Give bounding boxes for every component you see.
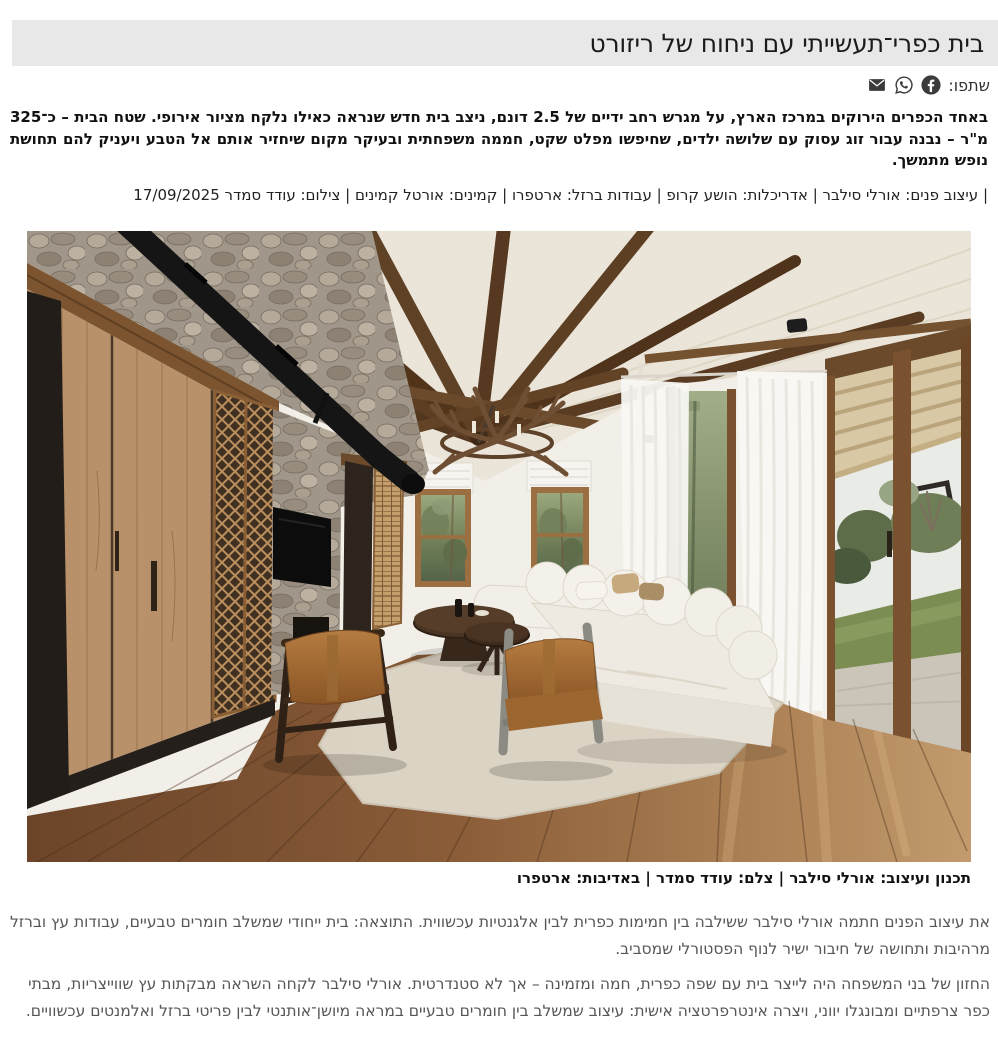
share-label: שתפו: <box>948 75 990 95</box>
credits-line: | עיצוב פנים: אורלי סילבר | אדריכלות: הושע קרופ | עבודות ברזל: ארטפרו | קמינים: אורטל קמינים | צילום: עודד סמדר 17/09/2025 <box>133 185 988 204</box>
article-page <box>0 20 998 1039</box>
cabinet-handle <box>151 561 157 611</box>
intro-paragraph: באחד הכפרים הירוקים במרכז הארץ, על מגרש רחב ידיים של 2.5 דונם, ניצב בית חדש שנראה כאילו נלקח מציור אירופי. שטח הבית – כ־325 מ"ר – נבנה עבור זוג עסוק עם שלושה ילדים, שחיפשו מפלט שקט, חממה משפחתית ובעיקר מקום שיחזיר אותם אל הטבע ויעניק להם תחושת נופש מתמשך. <box>10 108 988 169</box>
cabinet-handle <box>115 531 119 571</box>
facebook-share-button[interactable] <box>921 75 941 95</box>
facebook-icon <box>921 75 941 95</box>
email-icon <box>867 75 887 95</box>
door-handle <box>887 531 892 557</box>
share-row <box>0 73 998 97</box>
throw-pillow <box>638 582 664 601</box>
photo-caption: תכנון ועיצוב: אורלי סילבר | צלם: עודד סמדר | באדיבות: ארטפרו <box>516 868 971 887</box>
whatsapp-share-button[interactable] <box>894 75 914 95</box>
page-title: בית כפרי־תעשייתי עם ניחוח של ריזורט <box>589 28 984 58</box>
title-bar <box>12 20 998 66</box>
email-share-button[interactable] <box>867 75 887 95</box>
living-room-illustration <box>27 231 971 862</box>
whatsapp-icon <box>894 75 914 95</box>
wine-rack-cabinet <box>373 469 403 629</box>
throw-pillow <box>611 572 640 594</box>
dark-cabinet <box>343 461 373 639</box>
article-photo <box>27 231 971 862</box>
body-paragraph-2: החזון של בני המשפחה היה לייצר בית עם שפה כפרית, חמה ומזמינה – אך לא סטנדרטית. אורלי סילבר לקחה השראה מבקתות עץ שווייצריות, מבתי כפר צרפתיים ומבונגלו יווני, ויצרה אינטרפרטציה אישית: עיצוב שמשלב בין חומרים טבעיים במראה מיושן־אותנטי לבין פריטי ברזל ואלמנטים עכשוויים. <box>25 974 990 1020</box>
body-paragraph-1: את עיצוב הפנים חתמה אורלי סילבר ששילבה בין חמימות כפרית לבין אלגנטיות עכשווית. התוצאה: בית ייחודי שמשלב חומרים טבעיים, עבודות עץ וברזל מרהיבות ותחושה של חיבור ישיר לנוף הפסטורלי שמסביב. <box>9 912 990 958</box>
